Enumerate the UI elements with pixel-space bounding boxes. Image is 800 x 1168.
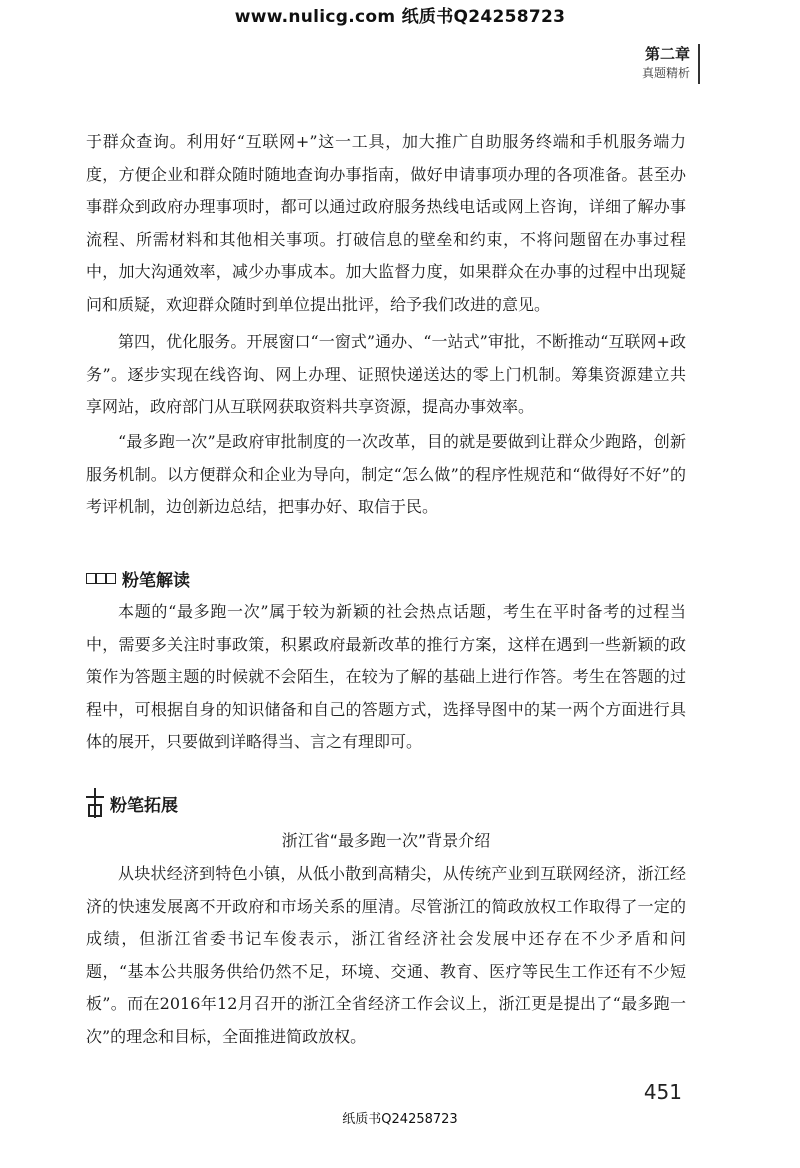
paragraph-3: “最多跑一次”是政府审批制度的一次改革，目的就是要做到让群众少跑路，创新服务机制。以方便群众和企业为导向，制定“怎么做”的程序性规范和“做得好不好”的考评机制，边创新边总结，把事办好、取信于民。 (86, 432, 686, 516)
article-subtitle: 浙江省“最多跑一次”背景介绍 (281, 831, 491, 850)
section-marker-icon (86, 573, 116, 584)
chapter-divider (698, 44, 700, 84)
section-extension-heading (86, 788, 178, 818)
paragraph-4: 本题的“最多跑一次”属于较为新颖的社会热点话题，考生在平时备考的过程当中，需要多关注时事政策，积累政府最新改革的推行方案，这样在遇到一些新颖的政策作为答题主题的时候就不会陌生，在较为了解的基础上进行作答。考生在答题的过程中，可根据自身的知识储备和自己的答题方式，选择导图中的某一两个方面进行具体的展开，只要做到详略得当、言之有理即可。 (86, 602, 686, 751)
footer-watermark: 纸质书Q24258723 (342, 1112, 458, 1127)
page-number: 451 (643, 1080, 682, 1104)
paragraph-1: 于群众查询。利用好“互联网+”这一工具，加大推广自助服务终端和手机服务端力度，方便企业和群众随时随地查询办事指南，做好申请事项办理的各项准备。甚至办事群众到政府办理事项时，都可以通过政府服务热线电话或网上咨询，详细了解办事流程、所需材料和其他相关事项。打破信息的壁垒和约束，不将问题留在办事过程中，加大沟通效率，减少办事成本。加大监督力度，如果群众在办事的过程中出现疑问和质疑，欢迎群众随时到单位提出批评，给予我们改进的意见。 (86, 132, 686, 314)
section-extension-title: 粉笔拓展 (110, 795, 178, 816)
section-marker-icon (86, 788, 104, 818)
chapter-header (642, 44, 690, 82)
chapter-title: 第二章 (644, 45, 690, 63)
section-interpretation-title: 粉笔解读 (122, 571, 190, 591)
section-interpretation-heading (86, 566, 190, 591)
chapter-subtitle: 真题精析 (641, 66, 690, 80)
watermark-banner: www.nulicg.com 纸质书Q24258723 (234, 7, 566, 27)
paragraph-5: 从块状经济到特色小镇，从低小散到高精尖，从传统产业到互联网经济，浙江经济的快速发展离不开政府和市场关系的厘清。尽管浙江的简政放权工作取得了一定的成绩，但浙江省委书记车俊表示，浙江省经济社会发展中还存在不少矛盾和问题，“基本公共服务供给仍然不足，环境、交通、教育、医疗等民生工作还有不少短板”。而在2016年12月召开的浙江全省经济工作会议上，浙江更是提出了“最多跑一次”的理念和目标，全面推进简政放权。 (86, 864, 686, 1046)
paragraph-2: 第四，优化服务。开展窗口“一窗式”通办、“一站式”审批，不断推动“互联网+政务”。逐步实现在线咨询、网上办理、证照快递送达的零上门机制。筹集资源建立共享网站，政府部门从互联网获取资料共享资源，提高办事效率。 (86, 332, 686, 416)
